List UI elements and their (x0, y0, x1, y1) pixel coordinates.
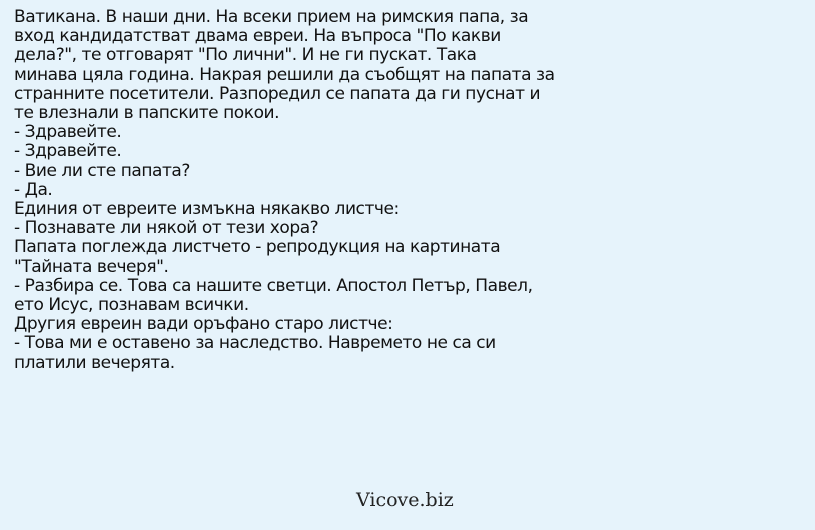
site-brand: Vicove.biz (356, 489, 454, 511)
joke-text: Ватикана. В наши дни. На всеки прием на римския папа, за вход кандидатстват двама евреи. На въпроса "По какви дела?", те отговарят "По лични". И не ги пускат. Така минава цяла година. Накрая решили да съобщят на папата за странните посетители. Разпоредил се папата да ги пуснат и те влезнали в папските покои. - Здравейте. - Здравейте. - Вие ли сте папата? - Да. Единия от евреите измъкна някакво листче: - Познавате ли някой от тези хора? Папата поглежда листчето - репродукция на картината "Тайната вечеря". - Разбира се. Това са нашите светци. Апостол Петър, Павел, ето Исус, познавам всички. Другия евреин вади оръфано старо листче: - Това ми е оставено за наследство. Навремето не са си платили вечерята. (14, 7, 555, 373)
